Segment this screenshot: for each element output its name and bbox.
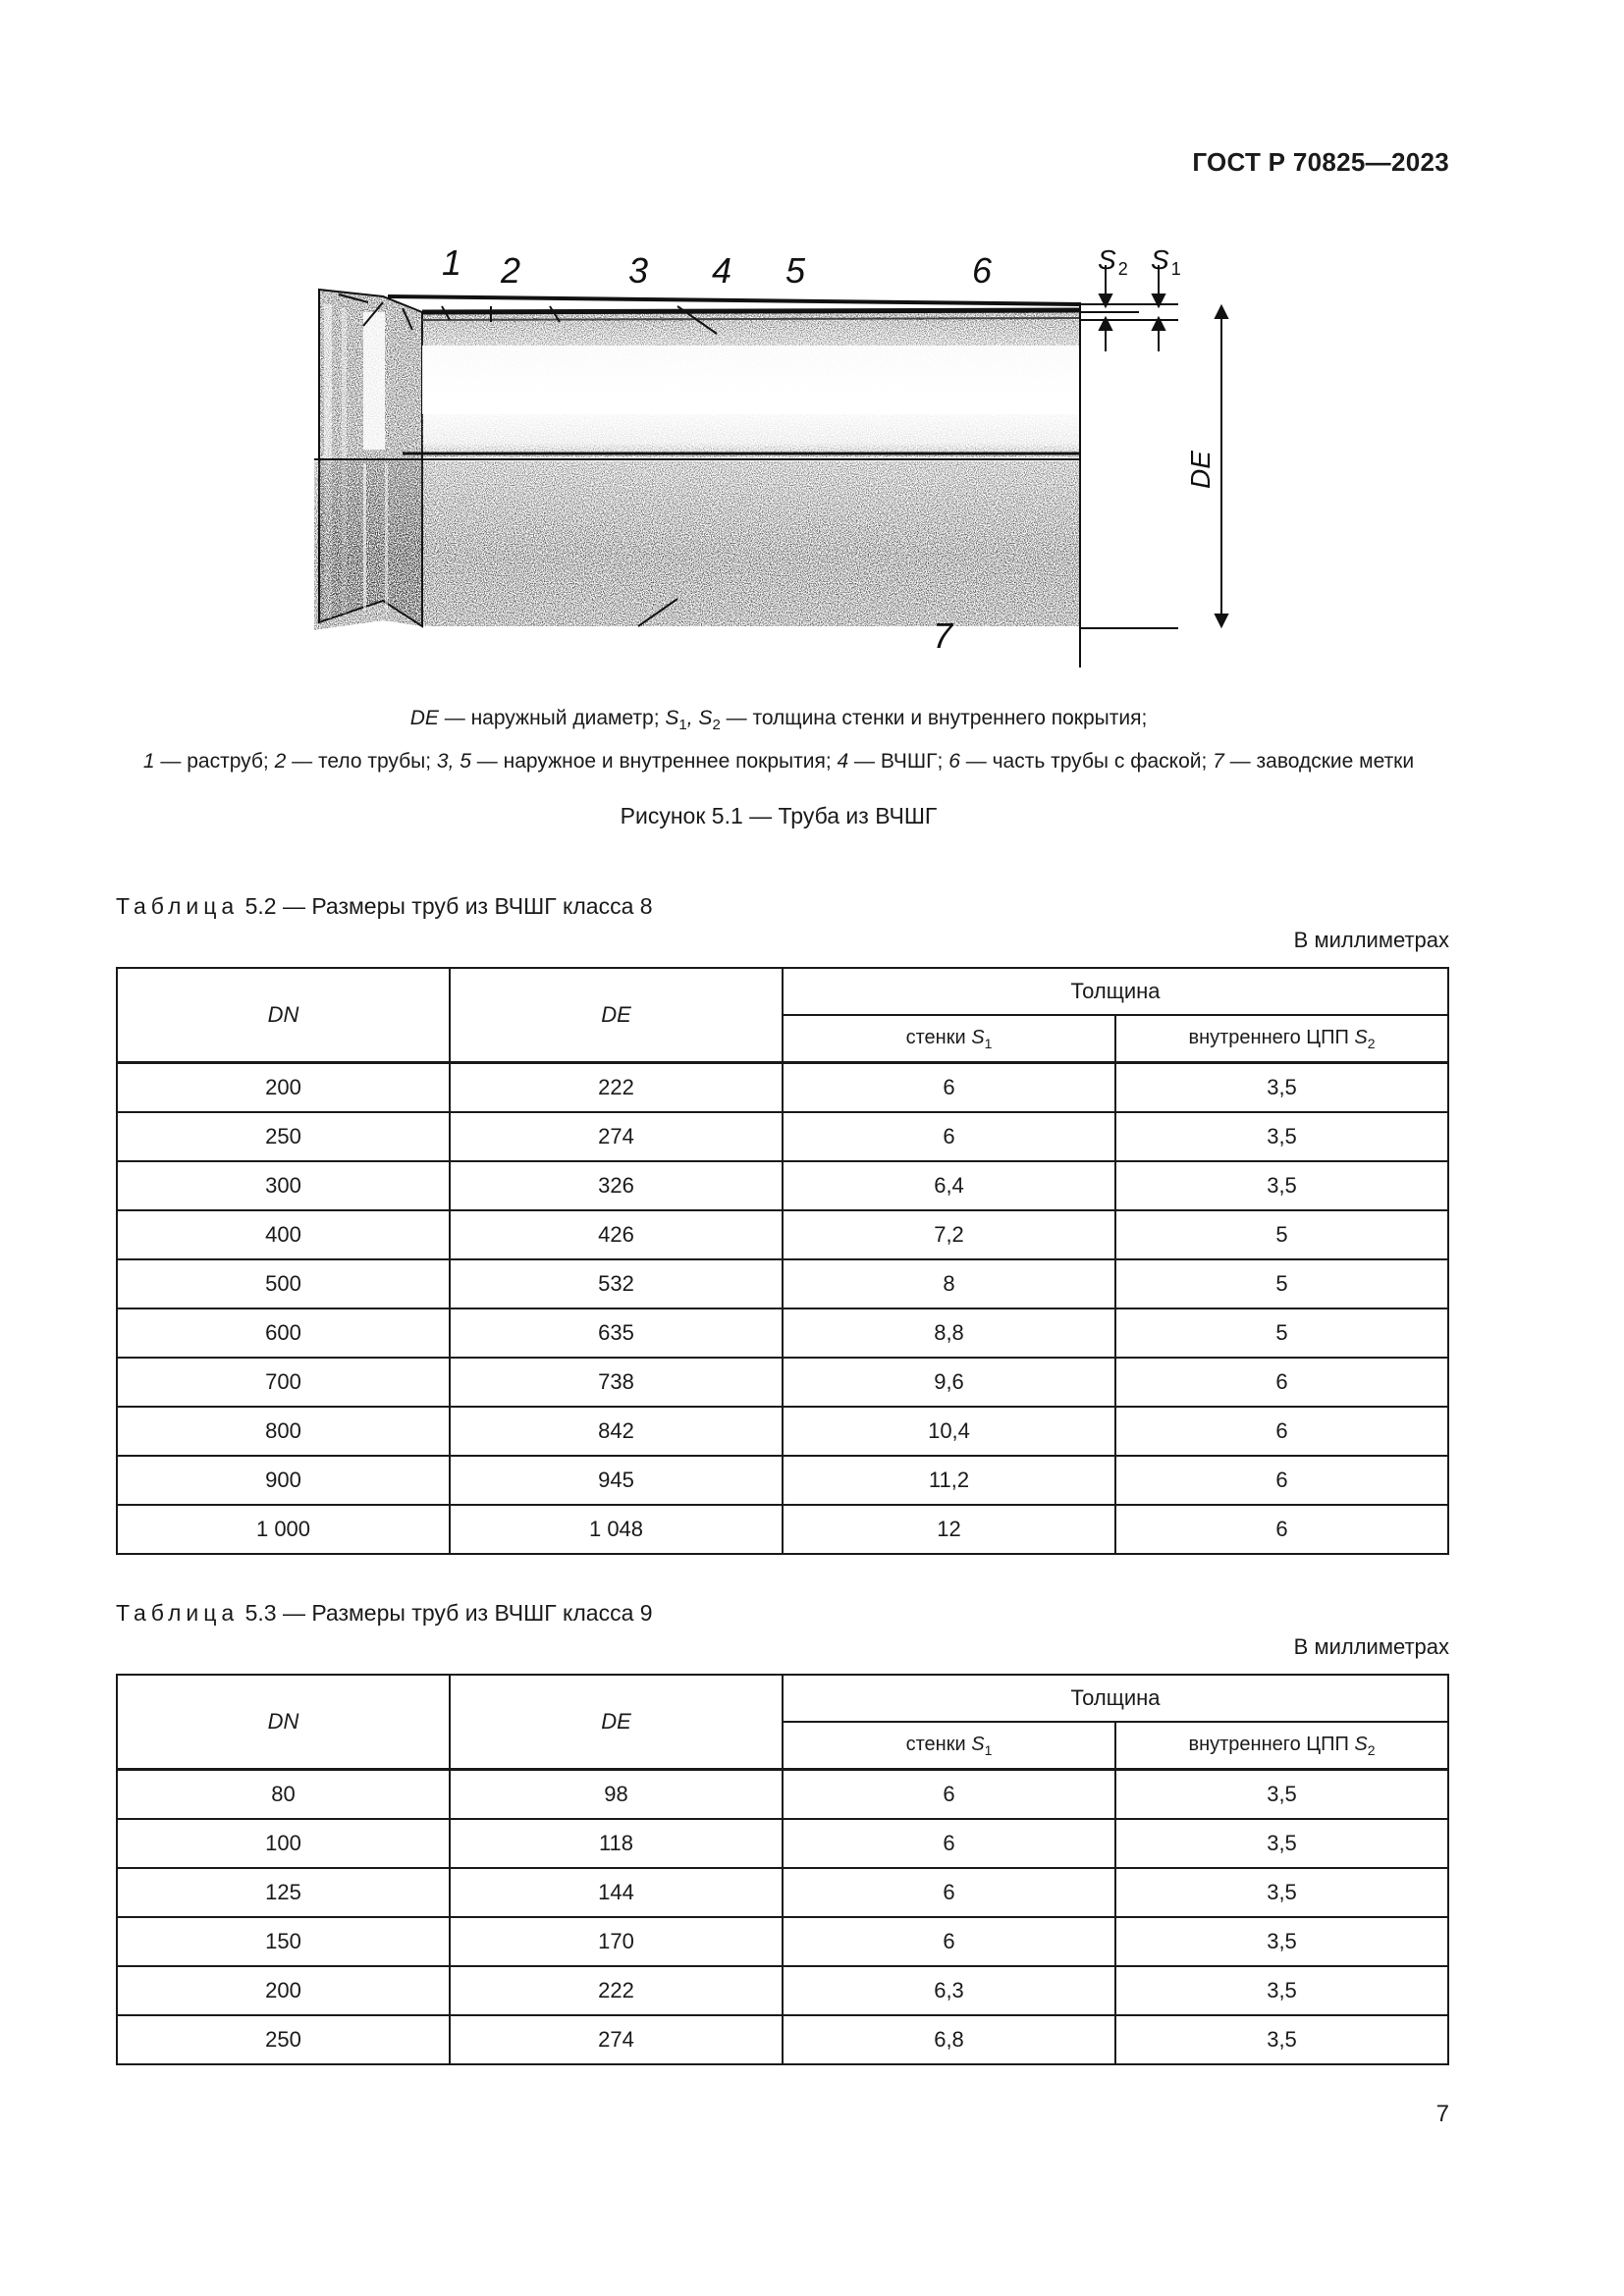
cell-lining-s2: 3,5 xyxy=(1115,1966,1448,2015)
col-header-thickness: Толщина xyxy=(783,968,1448,1015)
cell-de: 842 xyxy=(450,1407,783,1456)
cell-dn: 100 xyxy=(117,1819,450,1868)
table-5-3-units: В миллиметрах xyxy=(1293,1634,1449,1659)
figure-label-4: 4 xyxy=(712,250,732,291)
cell-lining-s2: 3,5 xyxy=(1115,1819,1448,1868)
cell-dn: 500 xyxy=(117,1259,450,1308)
cell-lining-s2: 3,5 xyxy=(1115,1770,1448,1820)
table-row xyxy=(117,1358,1448,1407)
cell-wall-s1: 7,2 xyxy=(783,1210,1115,1259)
cell-wall-s1: 6 xyxy=(783,1819,1115,1868)
cell-wall-s1: 11,2 xyxy=(783,1456,1115,1505)
cell-de: 98 xyxy=(450,1770,783,1820)
cell-de: 635 xyxy=(450,1308,783,1358)
cell-lining-s2: 5 xyxy=(1115,1259,1448,1308)
cell-de: 274 xyxy=(450,2015,783,2064)
cell-wall-s1: 6 xyxy=(783,1868,1115,1917)
cell-wall-s1: 12 xyxy=(783,1505,1115,1554)
figure-label-7: 7 xyxy=(933,615,953,656)
cell-lining-s2: 6 xyxy=(1115,1407,1448,1456)
cell-de: 274 xyxy=(450,1112,783,1161)
cell-dn: 200 xyxy=(117,1966,450,2015)
table-row xyxy=(117,1112,1448,1161)
cell-lining-s2: 6 xyxy=(1115,1505,1448,1554)
table-5-3-body xyxy=(117,1770,1448,2065)
table-5-2-caption: Таблица 5.2 — Размеры труб из ВЧШГ класса 8 xyxy=(116,893,653,919)
cell-dn: 125 xyxy=(117,1868,450,1917)
cell-wall-s1: 10,4 xyxy=(783,1407,1115,1456)
table-row xyxy=(117,1966,1448,2015)
cell-lining-s2: 3,5 xyxy=(1115,1868,1448,1917)
cell-lining-s2: 3,5 xyxy=(1115,1917,1448,1966)
col-header-lining-s2: внутреннего ЦПП $S_2$ xyxy=(1115,1015,1448,1063)
cell-dn: 1 000 xyxy=(117,1505,450,1554)
cell-dn: 600 xyxy=(117,1308,450,1358)
col-header-lining-s2: внутреннего ЦПП $S_2$ xyxy=(1115,1722,1448,1770)
dim-label-s2: S $_2$ xyxy=(1098,244,1128,279)
table-5-2 xyxy=(116,967,1449,1555)
table-row xyxy=(117,1407,1448,1456)
cell-dn: 300 xyxy=(117,1161,450,1210)
table-row xyxy=(117,1505,1448,1554)
cell-de: 1 048 xyxy=(450,1505,783,1554)
cell-wall-s1: 6 xyxy=(783,1770,1115,1820)
pipe-upper-half xyxy=(422,312,1080,457)
pipe-figure xyxy=(295,236,1276,667)
cell-de: 945 xyxy=(450,1456,783,1505)
cell-wall-s1: 6 xyxy=(783,1063,1115,1113)
table-row xyxy=(117,1161,1448,1210)
cell-de: 118 xyxy=(450,1819,783,1868)
table-row xyxy=(117,1210,1448,1259)
table-row xyxy=(117,2015,1448,2064)
col-header-wall-s1: стенки $S_1$ xyxy=(783,1015,1115,1063)
figure-legend-line-2: 1 — раструб; 2 — тело трубы; 3, 5 — наружное и внутреннее покрытия; 4 — ВЧШГ; 6 — часть трубы с фаской; 7 — заводские метки xyxy=(142,750,1415,773)
page-number: 7 xyxy=(1435,2101,1449,2127)
cell-lining-s2: 3,5 xyxy=(1115,1063,1448,1113)
table-row xyxy=(117,1917,1448,1966)
cell-lining-s2: 6 xyxy=(1115,1358,1448,1407)
table-row xyxy=(117,1819,1448,1868)
cell-lining-s2: 3,5 xyxy=(1115,1161,1448,1210)
cell-de: 326 xyxy=(450,1161,783,1210)
table-row xyxy=(117,1259,1448,1308)
cell-dn: 900 xyxy=(117,1456,450,1505)
cell-dn: 80 xyxy=(117,1770,450,1820)
table-row xyxy=(117,1308,1448,1358)
cell-dn: 800 xyxy=(117,1407,450,1456)
cell-lining-s2: 3,5 xyxy=(1115,2015,1448,2064)
table-row xyxy=(117,1868,1448,1917)
cell-wall-s1: 6,8 xyxy=(783,2015,1115,2064)
cell-dn: 250 xyxy=(117,1112,450,1161)
cell-de: 144 xyxy=(450,1868,783,1917)
col-header-wall-s1: стенки $S_1$ xyxy=(783,1722,1115,1770)
cell-wall-s1: 6 xyxy=(783,1112,1115,1161)
cell-dn: 400 xyxy=(117,1210,450,1259)
dim-label-de: DE xyxy=(1185,451,1216,489)
cell-wall-s1: 8 xyxy=(783,1259,1115,1308)
table-5-3-caption: Таблица 5.3 — Размеры труб из ВЧШГ класса 9 xyxy=(116,1600,653,1626)
col-header-de: DE xyxy=(450,1675,783,1770)
pipe-lower-half xyxy=(314,461,1080,630)
col-header-dn: DN xyxy=(117,968,450,1063)
figure-label-1: 1 xyxy=(442,242,462,283)
cell-dn: 200 xyxy=(117,1063,450,1113)
cell-dn: 250 xyxy=(117,2015,450,2064)
cell-lining-s2: 5 xyxy=(1115,1308,1448,1358)
table-row xyxy=(117,1063,1448,1113)
col-header-dn: DN xyxy=(117,1675,450,1770)
table-5-3 xyxy=(116,1674,1449,2065)
figure-label-2: 2 xyxy=(501,250,521,291)
table-5-2-body xyxy=(117,1063,1448,1555)
cell-lining-s2: 3,5 xyxy=(1115,1112,1448,1161)
col-header-de: DE xyxy=(450,968,783,1063)
figure-label-3: 3 xyxy=(628,250,649,291)
cell-wall-s1: 6,4 xyxy=(783,1161,1115,1210)
table-row xyxy=(117,1770,1448,1820)
cell-de: 532 xyxy=(450,1259,783,1308)
figure-label-6: 6 xyxy=(972,250,993,291)
cell-dn: 150 xyxy=(117,1917,450,1966)
cell-de: 738 xyxy=(450,1358,783,1407)
cell-wall-s1: 9,6 xyxy=(783,1358,1115,1407)
document-code: ГОСТ Р 70825—2023 xyxy=(1192,147,1449,177)
cell-wall-s1: 8,8 xyxy=(783,1308,1115,1358)
cell-wall-s1: 6 xyxy=(783,1917,1115,1966)
dim-label-s1: S $_1$ xyxy=(1151,244,1181,279)
table-row xyxy=(117,1456,1448,1505)
cell-de: 426 xyxy=(450,1210,783,1259)
cell-lining-s2: 5 xyxy=(1115,1210,1448,1259)
figure-caption: Рисунок 5.1 — Труба из ВЧШГ xyxy=(620,803,938,828)
cell-de: 170 xyxy=(450,1917,783,1966)
table-5-2-units: В миллиметрах xyxy=(1293,928,1449,952)
figure-legend-line-1: DE — наружный диаметр; $S_1$, $S_2$ — толщина стенки и внутреннего покрытия; xyxy=(409,707,1148,734)
figure-label-5: 5 xyxy=(785,250,806,291)
cell-de: 222 xyxy=(450,1063,783,1113)
cell-wall-s1: 6,3 xyxy=(783,1966,1115,2015)
cell-de: 222 xyxy=(450,1966,783,2015)
cell-lining-s2: 6 xyxy=(1115,1456,1448,1505)
cell-dn: 700 xyxy=(117,1358,450,1407)
col-header-thickness: Толщина xyxy=(783,1675,1448,1722)
